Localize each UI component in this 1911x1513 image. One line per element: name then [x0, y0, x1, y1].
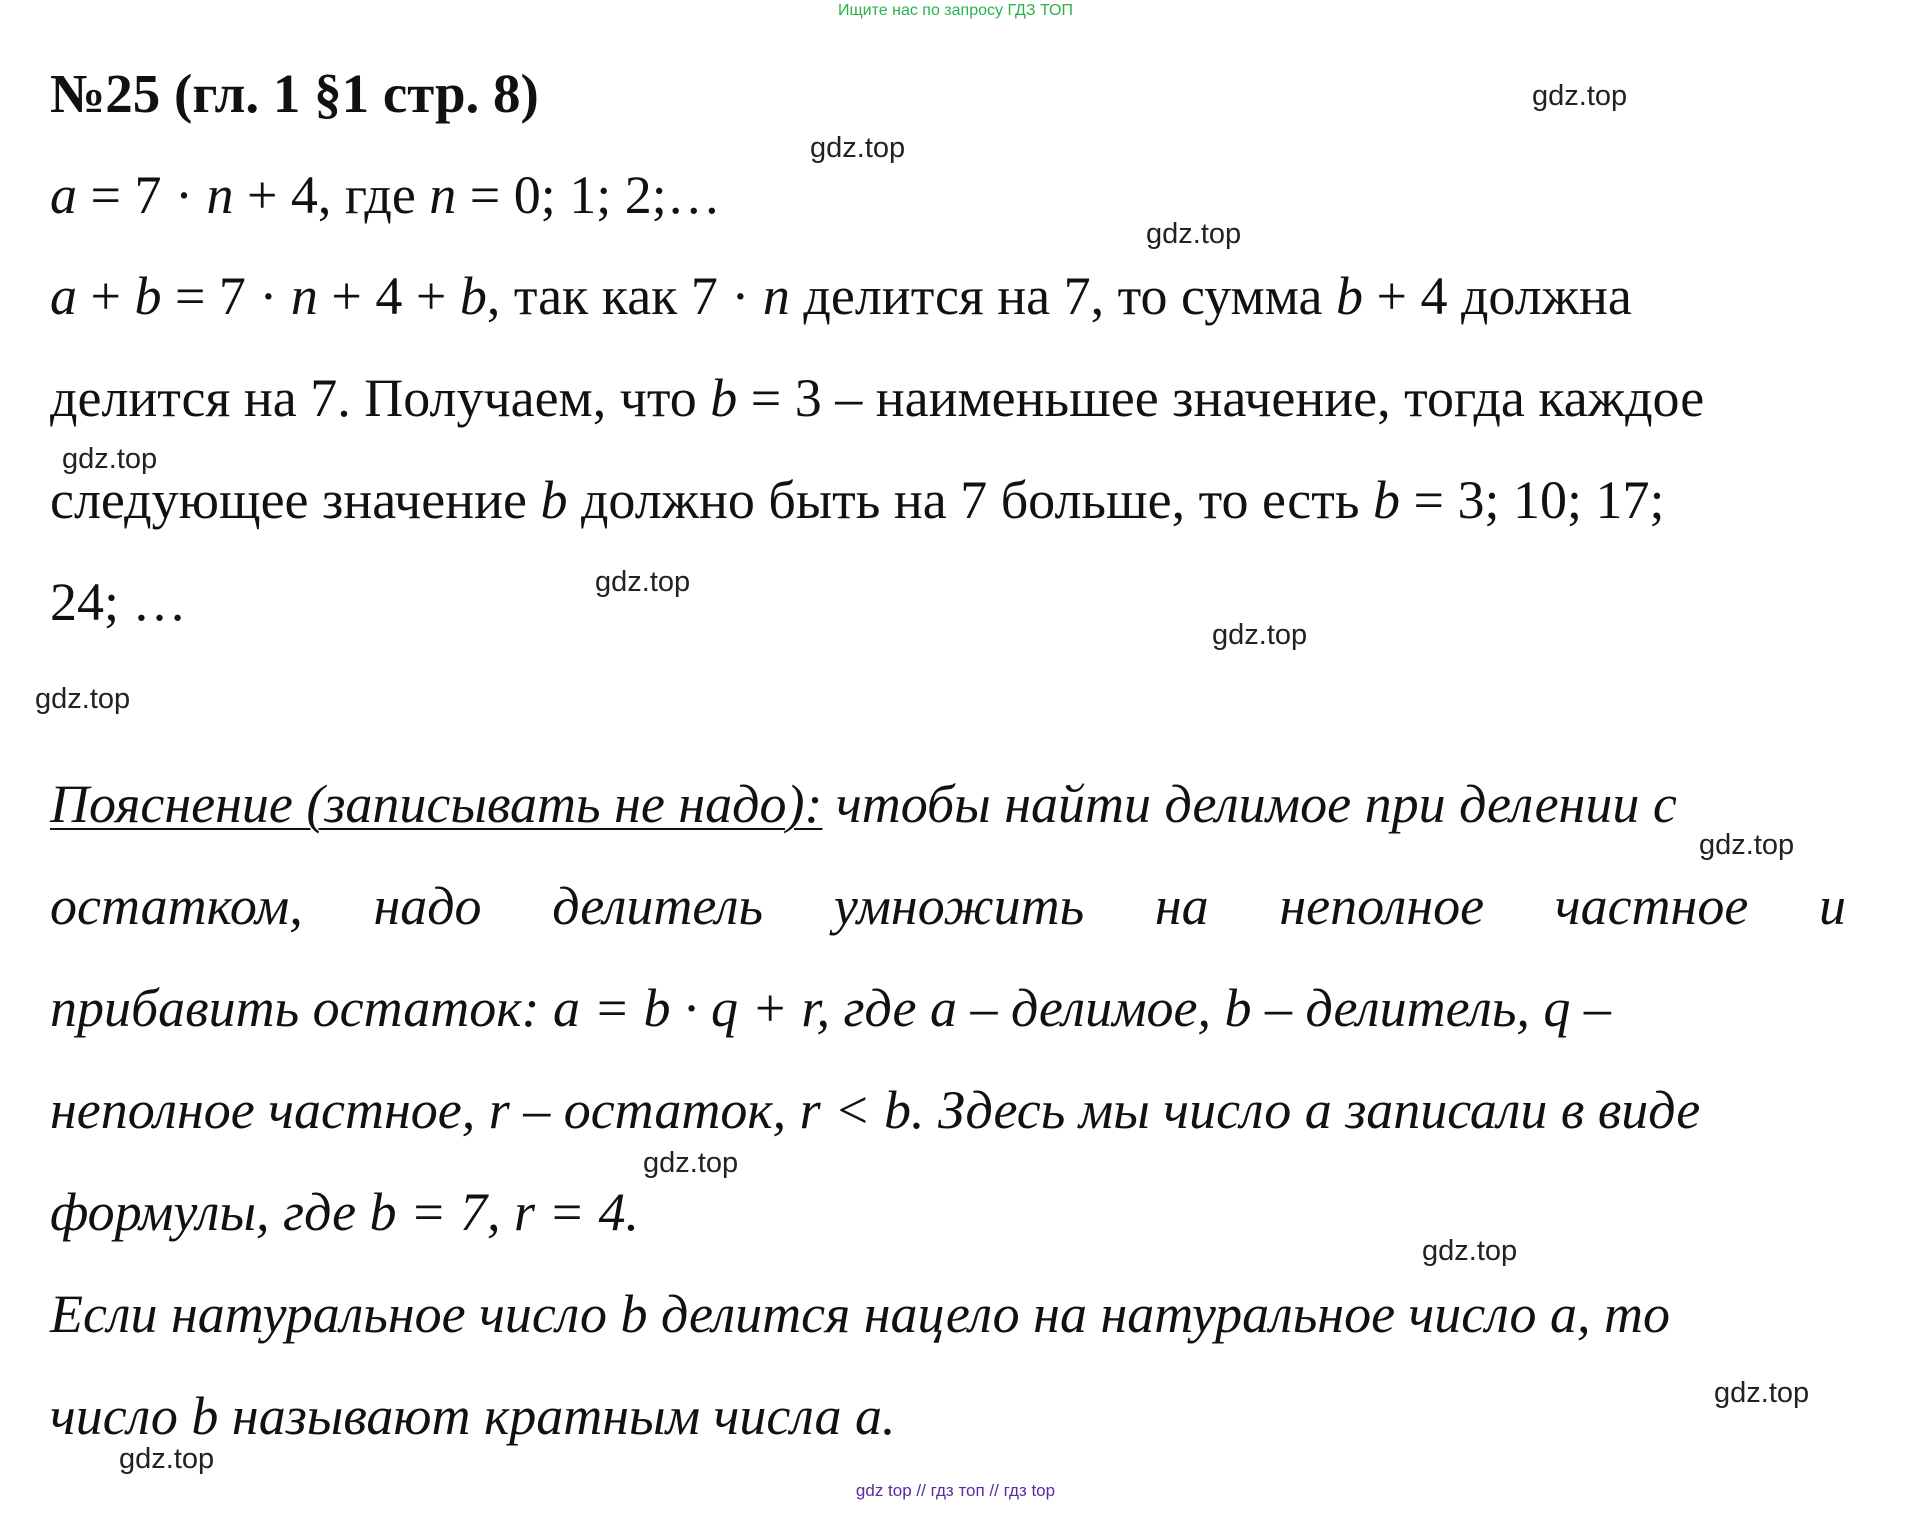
watermark: gdz.top [1146, 218, 1242, 250]
word: делитель [552, 876, 764, 936]
text: = 3; 10; 17; [1399, 470, 1665, 530]
word: умножить [833, 876, 1085, 936]
var-b: b [540, 470, 568, 530]
watermark: gdz.top [35, 683, 131, 715]
word: частное [1554, 876, 1749, 936]
solution-line-4 [50, 469, 1846, 531]
text: = 0; 1; 2;… [456, 165, 721, 225]
var-b: b [710, 368, 738, 428]
text: = 3 – наименьшее значение, тогда каждое [737, 368, 1705, 428]
text: + 4 должна [1363, 266, 1632, 326]
word: и [1819, 876, 1846, 936]
watermark: gdz.top [1714, 1377, 1810, 1409]
text: должно быть на 7 больше, то есть [567, 470, 1373, 530]
var-a: a [50, 165, 77, 225]
var-b: b [1336, 266, 1363, 326]
watermark: gdz.top [1532, 80, 1628, 112]
var-a: a [50, 266, 77, 326]
text: + 4 + [317, 266, 460, 326]
watermark: gdz.top [1699, 829, 1795, 861]
watermark: gdz.top [119, 1443, 215, 1475]
watermark: gdz.top [810, 132, 906, 164]
word: надо [373, 876, 482, 936]
explanation-line-4: неполное частное, r – остаток, r < b. Здесь мы число а записали в виде [50, 1080, 1701, 1140]
var-n: n [290, 266, 318, 326]
text: чтобы найти делимое при делении с [822, 774, 1677, 834]
word: на [1154, 876, 1209, 936]
text: делится на 7. Получаем, что [50, 368, 711, 428]
explanation-line-3: прибавить остаток: a = b · q + r, где a – делимое, b – делитель, q – [50, 978, 1611, 1038]
solution-line-2 [50, 265, 1846, 327]
text: + 4, где [233, 165, 430, 225]
word: неполное [1279, 876, 1485, 936]
explanation-line-6: Если натуральное число b делится нацело на натуральное число a, то [50, 1284, 1670, 1344]
text: + [77, 266, 135, 326]
var-n: n [206, 165, 234, 225]
watermark: gdz.top [1422, 1235, 1518, 1267]
text: , так как 7 · [486, 266, 763, 326]
word: остатком, [50, 876, 303, 936]
watermark: gdz.top [643, 1147, 739, 1179]
explanation-line-7: число b называют кратным числа a. [50, 1386, 896, 1446]
explanation-line-5: формулы, где b = 7, r = 4. [50, 1182, 639, 1242]
var-n: n [762, 266, 790, 326]
text: следующее значение [50, 470, 541, 530]
var-b: b [134, 266, 162, 326]
var-n: n [429, 165, 457, 225]
watermark: gdz.top [595, 566, 691, 598]
text: = 7 · [77, 165, 207, 225]
var-b: b [1372, 470, 1400, 530]
watermark: gdz.top [62, 443, 158, 475]
explanation-label: Пояснение (записывать не надо): [50, 774, 823, 834]
solution-line-5: 24; … [50, 572, 187, 632]
watermark: gdz.top [1212, 619, 1308, 651]
solution-line-1 [50, 164, 1846, 226]
explanation-line-1 [50, 773, 1846, 835]
page-title: №25 (гл. 1 §1 стр. 8) [50, 63, 539, 124]
solution-line-3 [50, 367, 1846, 429]
explanation-line-2 [50, 875, 1846, 937]
top-banner: Ищите нас по запросу ГДЗ ТОП [838, 2, 1073, 19]
var-b: b [459, 266, 487, 326]
text: = 7 · [161, 266, 291, 326]
footer: gdz top // гдз топ // гдз top [855, 1481, 1056, 1500]
text: делится на 7, то сумма [789, 266, 1336, 326]
